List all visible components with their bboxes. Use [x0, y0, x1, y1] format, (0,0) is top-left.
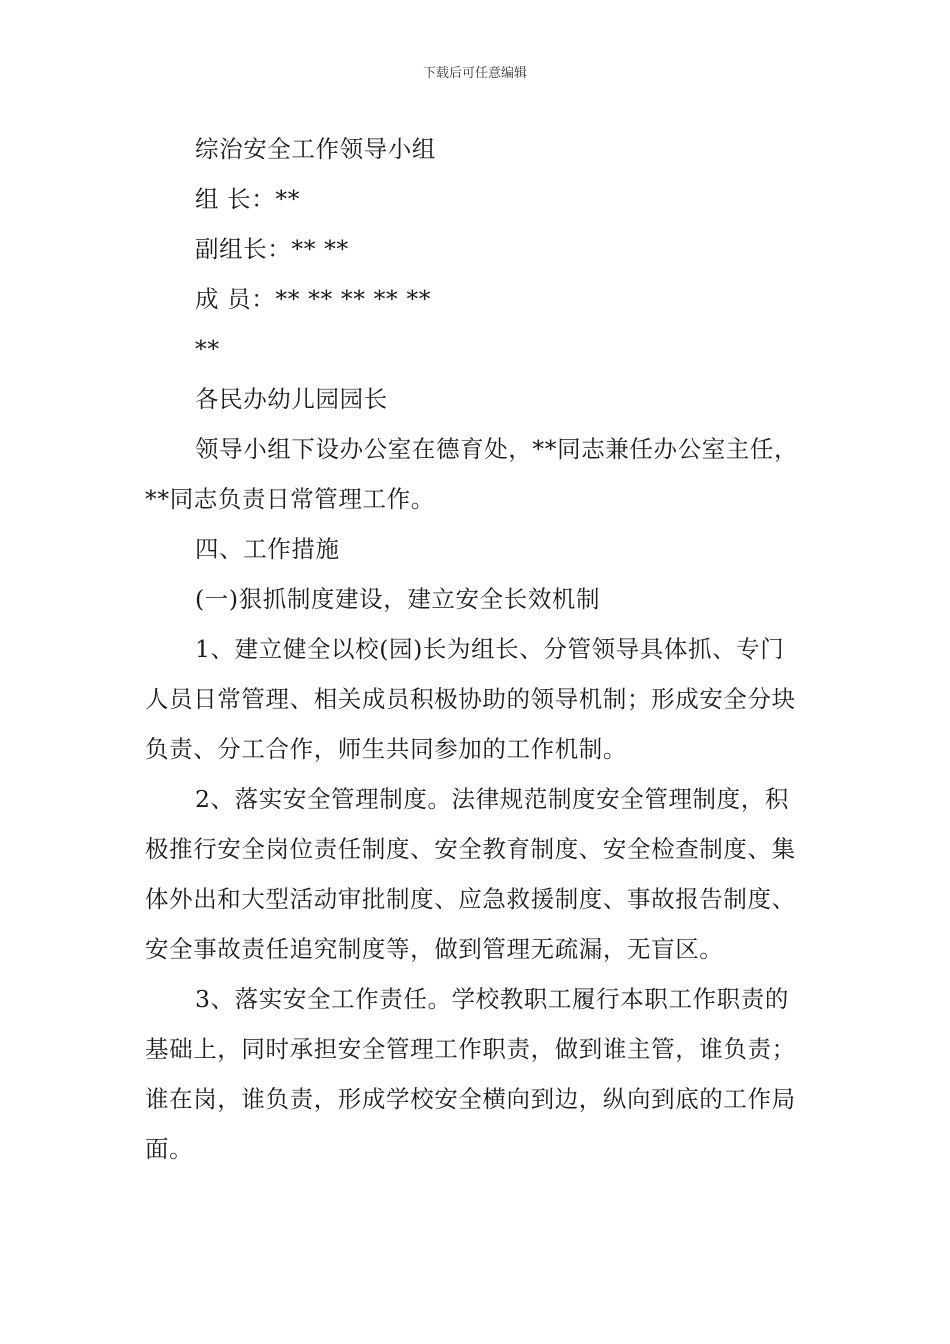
paragraph-item-2: 2、落实安全管理制度。法律规范制度安全管理制度，积极推行安全岗位责任制度、安全教育制度、安全检查制度、集体外出和大型活动审批制度、应急救援制度、事故报告制度、安全事故责任追究制度等，做到管理无疏漏，无盲区。 — [145, 785, 796, 963]
paragraph-group-title: 综治安全工作领导小组 — [195, 135, 436, 163]
paragraph-members: 成 员：** ** ** ** ** — [195, 285, 432, 313]
section-heading-measures: 四、工作措施 — [195, 535, 340, 563]
paragraph-kindergarten-heads: 各民办幼儿园园长 — [195, 385, 388, 413]
paragraph-deputy-leader: 副组长：** ** — [195, 235, 349, 263]
paragraph-item-1: 1、建立健全以校(园)长为组长、分管领导具体抓、专门人员日常管理、相关成员积极协助的领导机制；形成安全分块负责、分工合作，师生共同参加的工作机制。 — [145, 635, 796, 763]
subsection-heading-system: (一)狠抓制度建设，建立安全长效机制 — [195, 585, 601, 613]
document-body — [145, 124, 807, 1174]
paragraph-members-continued: ** — [195, 335, 220, 363]
paragraph-office: 领导小组下设办公室在德育处，**同志兼任办公室主任，**同志负责日常管理工作。 — [145, 435, 799, 513]
paragraph-leader: 组 长：** — [195, 185, 301, 213]
paragraph-item-3: 3、落实安全工作责任。学校教职工履行本职工作职责的基础上，同时承担安全管理工作职责，做到谁主管，谁负责；谁在岗，谁负责，形成学校安全横向到边，纵向到底的工作局面。 — [145, 985, 796, 1163]
page-header: 下载后可任意编辑 — [422, 66, 527, 81]
